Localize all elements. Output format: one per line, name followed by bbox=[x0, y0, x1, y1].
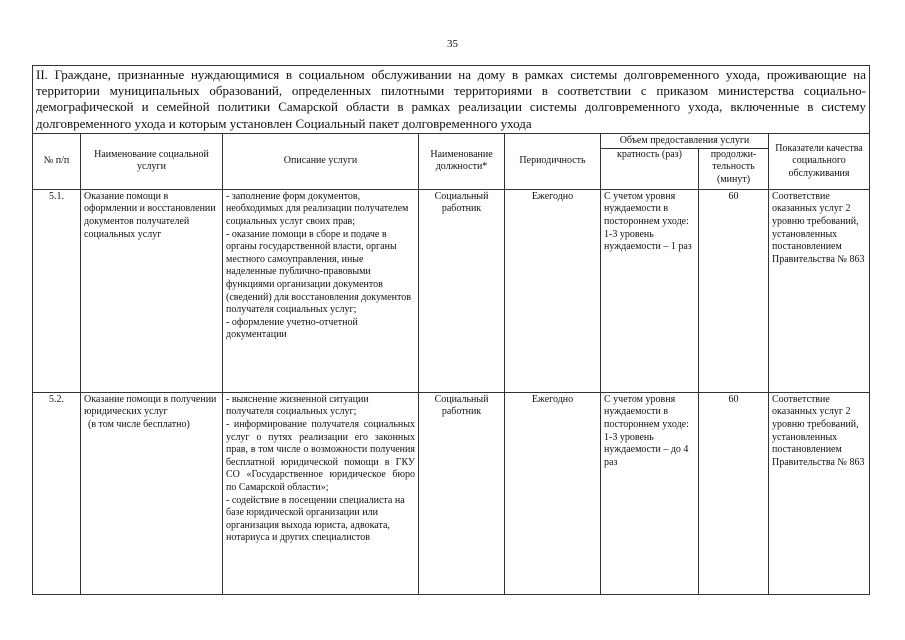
row-duration: 60 bbox=[699, 189, 769, 392]
row-duration: 60 bbox=[699, 392, 769, 594]
row-description bbox=[223, 392, 419, 594]
row-multiplicity: С учетом уровня нуждаемости в постороннем уходе: 1-3 уровень нуждаемости – до 4 раз bbox=[601, 392, 699, 594]
description-item: - выяснение жизненной ситуации получателя социальных услуг; bbox=[226, 393, 369, 418]
description-item: - оформление учетно-отчетной документации bbox=[226, 316, 358, 341]
header-service-name: Наименование социальной услуги bbox=[81, 133, 223, 189]
row-num: 5.2. bbox=[33, 392, 81, 594]
header-volume: Объем предоставления услуги bbox=[601, 133, 769, 148]
description-item: - оказание помощи в сборе и подаче в органы государственной власти, органы местного самоуправления, иные наделенные публично-правовыми функциями организации документов (сведений) для восстановления документов получателя социальных услуг; bbox=[226, 228, 411, 316]
row-num: 5.1. bbox=[33, 189, 81, 392]
description-item: - информирование получателя социальных услуг о путях реализации его законных прав, в том числе о возможности получения бесплатной юридической помощи в ГКУ СО «Государственное юридическое бюро по Самарской области»; bbox=[226, 419, 415, 493]
header-multiplicity: кратность (раз) bbox=[601, 148, 699, 189]
service-name-line: Оказание помощи в получении юридических услуг bbox=[84, 393, 217, 418]
header-periodicity: Периодичность bbox=[505, 133, 601, 189]
row-multiplicity: С учетом уровня нуждаемости в постороннем уходе: 1-3 уровень нуждаемости – 1 раз bbox=[601, 189, 699, 392]
table-row bbox=[33, 189, 870, 392]
row-quality: Соответствие оказанных услуг 2 уровню требований, установленных постановлением Правительства № 863 bbox=[769, 392, 870, 594]
table-row bbox=[33, 392, 870, 594]
row-quality: Соответствие оказанных услуг 2 уровню требований, установленных постановлением Правительства № 863 bbox=[769, 189, 870, 392]
row-position: Социальный работник bbox=[419, 189, 505, 392]
row-periodicity: Ежегодно bbox=[505, 189, 601, 392]
row-description bbox=[223, 189, 419, 392]
row-periodicity: Ежегодно bbox=[505, 392, 601, 594]
page-number: 35 bbox=[447, 38, 458, 50]
header-row bbox=[33, 133, 870, 148]
service-name-note: (в том числе бесплатно) bbox=[88, 419, 190, 430]
header-num: № п/п bbox=[33, 133, 81, 189]
row-service bbox=[81, 392, 223, 594]
row-service: Оказание помощи в оформлении и восстановлении документов получателей социальных услуг bbox=[81, 189, 223, 392]
section-title: II. Граждане, признанные нуждающимися в социальном обслуживании на дому в рамках системы долговременного ухода, проживающие на территории муниципальных образований, определенных пилотными территориями в соответствии с приказом министерства социально-демографической и семейной политики Самарской области в рамках реализации системы долговременного ухода, включенные в систему долговременного ухода и которым установлен Социальный пакет долговременного ухода bbox=[33, 66, 870, 134]
header-position: Наименование должности* bbox=[419, 133, 505, 189]
description-item: - содействие в посещении специалиста на базе юридической организации или организация выхода юриста, адвоката, нотариуса и других специалистов bbox=[226, 494, 405, 544]
row-position: Социальный работник bbox=[419, 392, 505, 594]
section-title-row bbox=[33, 66, 870, 134]
header-duration: продолжи-тельность (минут) bbox=[699, 148, 769, 189]
services-table bbox=[32, 65, 870, 595]
header-description: Описание услуги bbox=[223, 133, 419, 189]
description-item: - заполнение форм документов, необходимых для реализации получателем социальных услуг своих прав; bbox=[226, 190, 409, 227]
header-quality: Показатели качества социального обслуживания bbox=[769, 133, 870, 189]
